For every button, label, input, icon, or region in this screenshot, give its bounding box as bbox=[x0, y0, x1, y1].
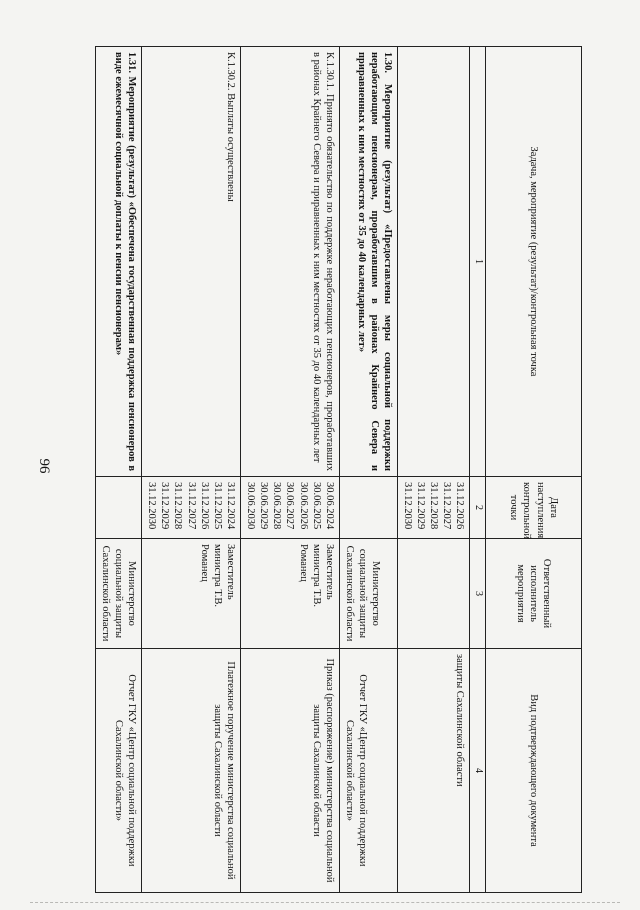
rotated-table-container bbox=[99, 46, 582, 892]
date-item: 30.06.2026 bbox=[297, 482, 309, 530]
task-cell bbox=[397, 47, 470, 477]
header-task: Задача, мероприятие (результат)/контрольная точка bbox=[486, 47, 582, 477]
dates-cell bbox=[397, 477, 470, 539]
scan-edge-line bbox=[30, 902, 620, 903]
date-item: 31.12.2029 bbox=[159, 482, 171, 530]
column-number: 1 bbox=[470, 47, 486, 477]
date-item: 31.12.2027 bbox=[441, 482, 453, 530]
document-cell: Приказ (распоряжение) министерства социальной защиты Сахалинской области bbox=[241, 649, 340, 893]
dates-cell bbox=[241, 477, 340, 539]
header-date: Дата наступления контрольной точки bbox=[486, 477, 582, 539]
dates-cell bbox=[339, 477, 397, 539]
header-document: Вид подтверждающего документа bbox=[486, 649, 582, 893]
date-item: 31.12.2027 bbox=[185, 482, 197, 530]
responsible-cell bbox=[397, 539, 470, 649]
task-cell: 1.30. Мероприятие (результат) «Предоставлены меры социальной поддержки неработающим пенсионерам, проработавшим в районах Крайнего Севера и приравненных к ним местностях от 35 до 40 календарных лет» bbox=[339, 47, 397, 477]
dates-cell bbox=[142, 477, 241, 539]
header-responsible: Ответственный исполнитель мероприятия bbox=[486, 539, 582, 649]
date-list bbox=[145, 482, 237, 533]
date-item: 30.06.2030 bbox=[245, 482, 257, 530]
table-row bbox=[142, 47, 241, 893]
date-item: 30.06.2028 bbox=[271, 482, 283, 530]
date-list bbox=[401, 482, 467, 533]
control-points-table bbox=[95, 46, 582, 893]
column-number-row bbox=[470, 47, 486, 893]
date-item: 31.12.2030 bbox=[402, 482, 413, 530]
responsible-cell: Министерство социальной защиты Сахалинской области bbox=[339, 539, 397, 649]
table-row bbox=[397, 47, 470, 893]
table-row bbox=[241, 47, 340, 893]
date-item: 31.12.2024 bbox=[225, 482, 236, 530]
header-row bbox=[486, 47, 582, 893]
table-row bbox=[339, 47, 397, 893]
date-item: 30.06.2029 bbox=[258, 482, 270, 530]
column-number: 3 bbox=[470, 539, 486, 649]
task-cell: 1.31. Мероприятие (результат) «Обеспечена государственная поддержка пенсионеров в виде ежемесячной социальной доплаты к пенсии пенсионерам» bbox=[95, 47, 141, 477]
date-item: 31.12.2026 bbox=[454, 482, 466, 530]
date-item: 30.06.2027 bbox=[284, 482, 296, 530]
table-row bbox=[95, 47, 141, 893]
responsible-cell: Министерство социальной защиты Сахалинской области bbox=[95, 539, 141, 649]
responsible-cell: Заместитель министра Т.В. Романец bbox=[241, 539, 340, 649]
task-cell: К.1.30.2. Выплаты осуществлены bbox=[142, 47, 241, 477]
column-number: 2 bbox=[470, 477, 486, 539]
task-cell: К.1.30.1. Принято обязательство по поддержке неработающих пенсионеров, проработавших в районах Крайнего Севера и приравненных к ним местностях от 35 до 40 календарных лет bbox=[241, 47, 340, 477]
document-cell: Отчет ГКУ «Центр социальной поддержки Сахалинской области» bbox=[95, 649, 141, 893]
document-cell: Платежное поручение министерства социальной защиты Сахалинской области bbox=[142, 649, 241, 893]
date-item: 31.12.2025 bbox=[211, 482, 223, 530]
date-item: 31.12.2026 bbox=[198, 482, 210, 530]
page-number: 96 bbox=[36, 458, 52, 474]
document-cell: защиты Сахалинской области bbox=[397, 649, 470, 893]
document-cell: Отчет ГКУ «Центр социальной поддержки Сахалинской области» bbox=[339, 649, 397, 893]
column-number: 4 bbox=[470, 649, 486, 893]
date-item: 31.12.2028 bbox=[172, 482, 184, 530]
date-item: 30.06.2024 bbox=[323, 482, 335, 530]
responsible-cell: Заместитель министра Т.В. Романец bbox=[142, 539, 241, 649]
date-item: 31.12.2028 bbox=[428, 482, 440, 530]
date-item: 30.06.2025 bbox=[310, 482, 322, 530]
date-item: 31.12.2030 bbox=[146, 482, 158, 530]
date-item: 31.12.2029 bbox=[415, 482, 427, 530]
dates-cell bbox=[95, 477, 141, 539]
date-list bbox=[244, 482, 336, 533]
